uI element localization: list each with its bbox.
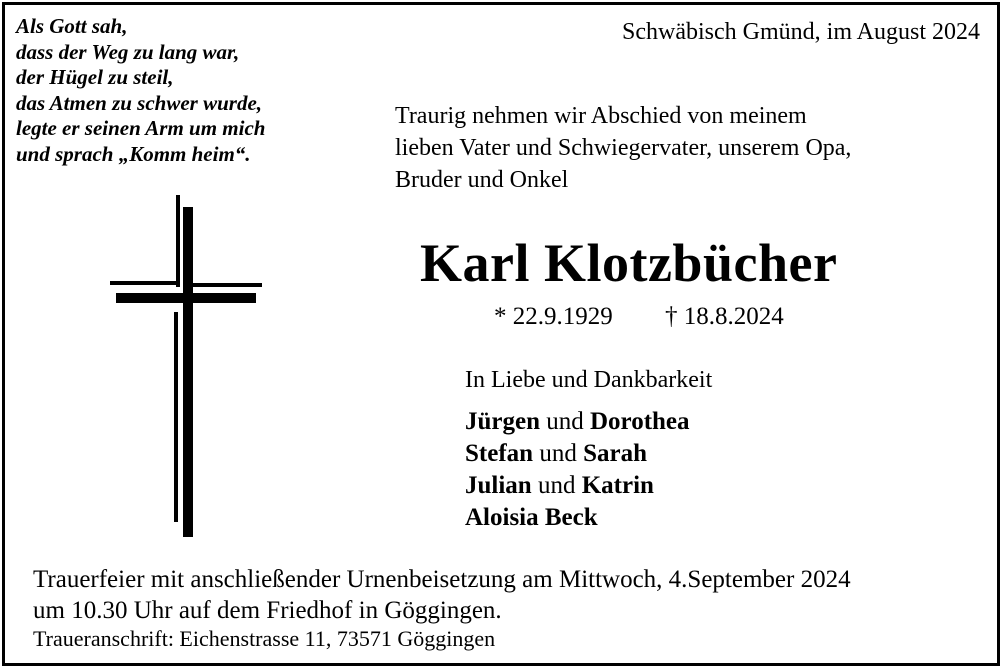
mourner-pair bbox=[465, 470, 690, 502]
service-info bbox=[33, 564, 851, 626]
intro-line: Bruder und Onkel bbox=[395, 167, 569, 193]
poem-line: und sprach „Komm heim“. bbox=[16, 141, 251, 166]
mourner-name: Katrin bbox=[581, 472, 654, 499]
mourners-list bbox=[465, 406, 690, 534]
cross-thin-vertical-top bbox=[176, 195, 180, 287]
mourner-pair bbox=[465, 406, 690, 438]
cross-thick-vertical bbox=[183, 207, 193, 537]
mourner-name: Sarah bbox=[583, 440, 647, 467]
mourner-connector: und bbox=[539, 440, 577, 467]
birth-date: * 22.9.1929 bbox=[494, 303, 613, 330]
poem-line: das Atmen zu schwer wurde, bbox=[16, 90, 263, 115]
cross-thick-horizontal bbox=[116, 293, 256, 303]
announcement-intro bbox=[395, 100, 851, 196]
mourner-name: Stefan bbox=[465, 440, 534, 467]
mourner-name: Dorothea bbox=[590, 408, 690, 435]
cross-thin-horizontal-left bbox=[110, 281, 180, 285]
mourner-pair bbox=[465, 438, 690, 470]
cross-thin-horizontal-right bbox=[190, 283, 262, 287]
mourner-connector: und bbox=[537, 472, 576, 499]
mourner-name: Jürgen bbox=[465, 408, 540, 435]
death-date: † 18.8.2024 bbox=[665, 303, 784, 330]
poem-line: dass der Weg zu lang war, bbox=[16, 39, 240, 64]
poem-line: legte er seinen Arm um mich bbox=[16, 116, 266, 140]
mourner-name: Julian bbox=[465, 472, 532, 499]
service-line: Trauerfeier mit anschließender Urnenbeisetzung am Mittwoch, 4.September 2024 bbox=[33, 566, 851, 593]
mourning-address: Traueranschrift: Eichenstrasse 11, 73571 Göggingen bbox=[33, 626, 496, 651]
place-date: Schwäbisch Gmünd, im August 2024 bbox=[622, 19, 980, 45]
service-line: um 10.30 Uhr auf dem Friedhof in Göggingen. bbox=[33, 597, 502, 624]
poem-line: Als Gott sah, bbox=[16, 14, 128, 38]
intro-line: Traurig nehmen wir Abschied von meinem bbox=[395, 103, 807, 129]
mourners-intro: In Liebe und Dankbarkeit bbox=[465, 367, 713, 393]
deceased-name: Karl Klotzbücher bbox=[420, 233, 838, 293]
cross-thin-vertical-bottom bbox=[174, 312, 178, 522]
mourner-name: Aloisia Beck bbox=[465, 504, 598, 531]
intro-line: lieben Vater und Schwiegervater, unserem Opa, bbox=[395, 135, 852, 161]
poem-line: der Hügel zu steil, bbox=[16, 65, 174, 89]
mourner-connector: und bbox=[546, 408, 584, 435]
mourner-single bbox=[465, 502, 690, 534]
